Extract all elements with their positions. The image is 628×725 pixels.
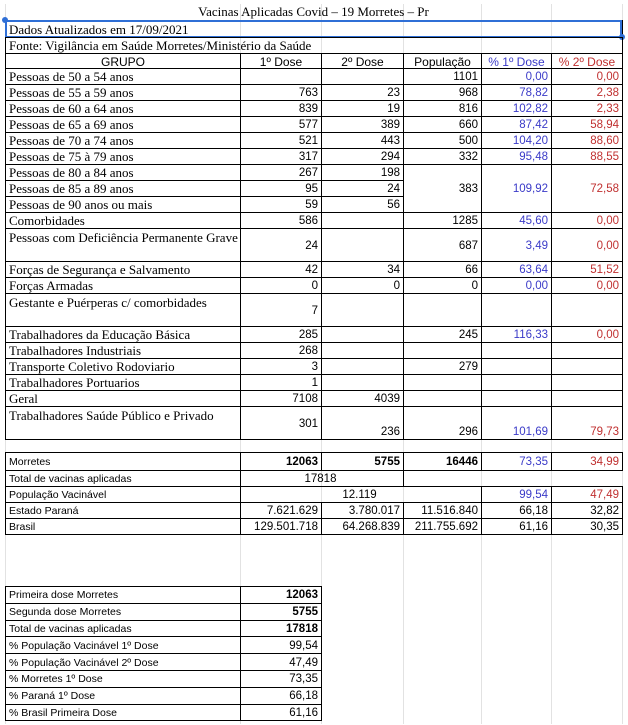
- row-cell-col5[interactable]: 0,00: [551, 326, 623, 343]
- summary-value[interactable]: 61,16: [240, 704, 322, 722]
- row-cell-col2[interactable]: 19: [321, 100, 404, 117]
- summary-label[interactable]: Primeira dose Morretes: [5, 586, 241, 604]
- total-vacinas-label[interactable]: Total de vacinas aplicadas: [5, 470, 241, 487]
- row-cell-col5[interactable]: 88,55: [551, 148, 623, 165]
- row-cell-col1[interactable]: 3: [240, 358, 322, 375]
- parana-col5[interactable]: 32,82: [551, 502, 623, 519]
- totals-morretes-col3[interactable]: 16446: [403, 452, 482, 471]
- summary-value[interactable]: 73,35: [240, 670, 322, 688]
- row-group-label[interactable]: Pessoas de 50 a 54 anos: [5, 68, 241, 85]
- row-cell-col2[interactable]: 34: [321, 261, 404, 278]
- row-group-label[interactable]: Pessoas de 60 a 64 anos: [5, 100, 241, 117]
- row-cell-col1[interactable]: 7108: [240, 390, 322, 407]
- row-group-label[interactable]: Pessoas de 90 anos ou mais: [5, 196, 241, 213]
- row-cell-col3[interactable]: 500: [403, 132, 482, 149]
- totals-morretes-col2[interactable]: 5755: [321, 452, 404, 471]
- row-cell-col4[interactable]: 101,69: [481, 406, 552, 440]
- pop-vacinavel-value[interactable]: 12.119: [240, 486, 482, 503]
- row-group-label[interactable]: Trabalhadores Portuarios: [5, 374, 241, 391]
- row-cell-col5[interactable]: [551, 374, 623, 391]
- row-cell-col2[interactable]: 4039: [321, 390, 404, 407]
- row-group-label[interactable]: Geral: [5, 390, 241, 407]
- pop-vacinavel-pct1[interactable]: 99,54: [481, 486, 552, 503]
- totals-morretes-label[interactable]: Morretes: [5, 452, 241, 471]
- row-group-label[interactable]: Pessoas de 65 a 69 anos: [5, 116, 241, 133]
- row-cell-col4[interactable]: 45,60: [481, 212, 552, 229]
- merged-populacao-80-89[interactable]: 383: [403, 164, 482, 213]
- row-cell-col5[interactable]: 0,00: [551, 228, 623, 262]
- row-cell-col3[interactable]: 816: [403, 100, 482, 117]
- row-cell-col5[interactable]: 2,38: [551, 84, 623, 101]
- brasil-col1[interactable]: 129.501.718: [240, 518, 322, 535]
- totals-morretes-pct2[interactable]: 34,99: [551, 452, 623, 471]
- row-cell-col3[interactable]: 279: [403, 358, 482, 375]
- row-cell-col4[interactable]: [481, 358, 552, 375]
- sheet-title[interactable]: Vacinas Aplicadas Covid – 19 Morretes – Pr: [198, 4, 429, 19]
- row-group-label[interactable]: Pessoas de 70 a 74 anos: [5, 132, 241, 149]
- summary-label[interactable]: Total de vacinas aplicadas: [5, 620, 241, 638]
- row-cell-col2[interactable]: [321, 228, 404, 262]
- summary-value[interactable]: 66,18: [240, 687, 322, 705]
- row-cell-col2[interactable]: 24: [321, 180, 404, 197]
- row-cell-col1[interactable]: [240, 68, 322, 85]
- row-cell-col2[interactable]: 56: [321, 196, 404, 213]
- header-pct-dose1[interactable]: % 1º Dose: [481, 53, 552, 69]
- row-group-label[interactable]: Comorbidades: [5, 212, 241, 229]
- row-cell-col5[interactable]: 0,00: [551, 212, 623, 229]
- summary-label[interactable]: % Morretes 1º Dose: [5, 670, 241, 688]
- totals-morretes-col1[interactable]: 12063: [240, 452, 322, 471]
- summary-value[interactable]: 47,49: [240, 653, 322, 671]
- row-cell-col3[interactable]: [403, 374, 482, 391]
- row-cell-col2[interactable]: 443: [321, 132, 404, 149]
- row-cell-col5[interactable]: 79,73: [551, 406, 623, 440]
- updated-date-cell[interactable]: Dados Atualizados em 17/09/2021: [5, 20, 623, 38]
- row-group-label[interactable]: Transporte Coletivo Rodoviario: [5, 358, 241, 375]
- row-cell-col4[interactable]: 104,20: [481, 132, 552, 149]
- summary-value[interactable]: 5755: [240, 603, 322, 621]
- row-cell-col4[interactable]: 63,64: [481, 261, 552, 278]
- row-cell-col4[interactable]: 0,00: [481, 68, 552, 85]
- total-vacinas-value[interactable]: 17818: [240, 470, 404, 487]
- row-cell-col5[interactable]: [551, 390, 623, 407]
- summary-label[interactable]: % Paraná 1º Dose: [5, 687, 241, 705]
- row-cell-col4[interactable]: 78,82: [481, 84, 552, 101]
- row-group-label[interactable]: Trabalhadores da Educação Básica: [5, 326, 241, 343]
- row-cell-col1[interactable]: 521: [240, 132, 322, 149]
- parana-label[interactable]: Estado Paraná: [5, 502, 241, 519]
- summary-label[interactable]: % Brasil Primeira Dose: [5, 704, 241, 722]
- row-cell-col1[interactable]: 95: [240, 180, 322, 197]
- header-dose1[interactable]: 1º Dose: [240, 53, 322, 69]
- row-cell-col4[interactable]: 0,00: [481, 277, 552, 294]
- row-cell-col3[interactable]: 1285: [403, 212, 482, 229]
- row-cell-col2[interactable]: 236: [321, 406, 404, 440]
- row-cell-col3[interactable]: [403, 293, 482, 327]
- row-group-label[interactable]: Pessoas de 55 a 59 anos: [5, 84, 241, 101]
- row-cell-col2[interactable]: [321, 374, 404, 391]
- row-cell-col5[interactable]: 0,00: [551, 68, 623, 85]
- row-cell-col2[interactable]: [321, 358, 404, 375]
- brasil-col5[interactable]: 30,35: [551, 518, 623, 535]
- row-cell-col5[interactable]: 0,00: [551, 277, 623, 294]
- row-group-label[interactable]: Trabalhadores Saúde Público e Privado: [5, 406, 241, 440]
- header-dose2[interactable]: 2º Dose: [321, 53, 404, 69]
- row-cell-col1[interactable]: 268: [240, 342, 322, 359]
- header-populacao[interactable]: População: [403, 53, 482, 69]
- row-group-label[interactable]: Forças Armadas: [5, 277, 241, 294]
- summary-label[interactable]: Segunda dose Morretes: [5, 603, 241, 621]
- row-cell-col3[interactable]: 245: [403, 326, 482, 343]
- row-group-label[interactable]: Pessoas de 85 a 89 anos: [5, 180, 241, 197]
- row-cell-col3[interactable]: 296: [403, 406, 482, 440]
- row-cell-col2[interactable]: [321, 212, 404, 229]
- row-cell-col4[interactable]: [481, 342, 552, 359]
- row-cell-col5[interactable]: 51,52: [551, 261, 623, 278]
- row-cell-col4[interactable]: 102,82: [481, 100, 552, 117]
- row-cell-col3[interactable]: 0: [403, 277, 482, 294]
- row-cell-col4[interactable]: [481, 293, 552, 327]
- row-cell-col3[interactable]: [403, 342, 482, 359]
- row-cell-col5[interactable]: [551, 293, 623, 327]
- row-group-label[interactable]: Pessoas com Deficiência Permanente Grave: [5, 228, 241, 262]
- row-cell-col4[interactable]: [481, 374, 552, 391]
- row-cell-col1[interactable]: 763: [240, 84, 322, 101]
- pop-vacinavel-pct2[interactable]: 47,49: [551, 486, 623, 503]
- row-cell-col3[interactable]: 660: [403, 116, 482, 133]
- row-cell-col1[interactable]: 301: [240, 406, 322, 440]
- row-cell-col5[interactable]: [551, 358, 623, 375]
- row-cell-col3[interactable]: 687: [403, 228, 482, 262]
- source-cell[interactable]: Fonte: Vigilância em Saúde Morretes/Ministério da Saúde: [5, 37, 623, 54]
- summary-value[interactable]: 17818: [240, 620, 322, 638]
- row-cell-col1[interactable]: 839: [240, 100, 322, 117]
- row-cell-col4[interactable]: 87,42: [481, 116, 552, 133]
- summary-label[interactable]: % População Vacinável 1º Dose: [5, 636, 241, 654]
- summary-label[interactable]: % População Vacinável 2º Dose: [5, 653, 241, 671]
- row-cell-col5[interactable]: [551, 342, 623, 359]
- brasil-col3[interactable]: 211.755.692: [403, 518, 482, 535]
- row-cell-col5[interactable]: 88,60: [551, 132, 623, 149]
- row-cell-col5[interactable]: 58,94: [551, 116, 623, 133]
- brasil-col4[interactable]: 61,16: [481, 518, 552, 535]
- summary-value[interactable]: 12063: [240, 586, 322, 604]
- row-cell-col1[interactable]: 1: [240, 374, 322, 391]
- row-cell-col4[interactable]: 3,49: [481, 228, 552, 262]
- row-cell-col4[interactable]: [481, 390, 552, 407]
- parana-col2[interactable]: 3.780.017: [321, 502, 404, 519]
- row-cell-col1[interactable]: 285: [240, 326, 322, 343]
- pop-vacinavel-label[interactable]: População Vacinável: [5, 486, 241, 503]
- row-cell-col1[interactable]: 317: [240, 148, 322, 165]
- row-cell-col2[interactable]: 294: [321, 148, 404, 165]
- row-cell-col2[interactable]: [321, 326, 404, 343]
- row-cell-col4[interactable]: 116,33: [481, 326, 552, 343]
- row-cell-col2[interactable]: 0: [321, 277, 404, 294]
- selection-handle-top-left[interactable]: [2, 17, 8, 23]
- row-cell-col3[interactable]: [403, 390, 482, 407]
- row-cell-col3[interactable]: 1101: [403, 68, 482, 85]
- row-cell-col2[interactable]: [321, 293, 404, 327]
- summary-value[interactable]: 99,54: [240, 636, 322, 654]
- parana-col4[interactable]: 66,18: [481, 502, 552, 519]
- selection-outline: [5, 20, 622, 38]
- row-group-label[interactable]: Gestante e Puérperas c/ comorbidades: [5, 293, 241, 327]
- row-cell-col1[interactable]: 7: [240, 293, 322, 327]
- row-cell-col3[interactable]: 332: [403, 148, 482, 165]
- row-cell-col1[interactable]: 267: [240, 164, 322, 181]
- row-cell-col2[interactable]: [321, 342, 404, 359]
- row-group-label[interactable]: Trabalhadores Industriais: [5, 342, 241, 359]
- header-grupo[interactable]: GRUPO: [5, 53, 241, 69]
- row-cell-col3[interactable]: 66: [403, 261, 482, 278]
- row-cell-col1[interactable]: 24: [240, 228, 322, 262]
- row-cell-col2[interactable]: 23: [321, 84, 404, 101]
- row-cell-col3[interactable]: 968: [403, 84, 482, 101]
- row-cell-col2[interactable]: 389: [321, 116, 404, 133]
- merged-pct-dose2-80-89[interactable]: 72,58: [551, 164, 623, 213]
- row-cell-col1[interactable]: 0: [240, 277, 322, 294]
- row-cell-col5[interactable]: 2,33: [551, 100, 623, 117]
- row-cell-col4[interactable]: 95,48: [481, 148, 552, 165]
- row-cell-col1[interactable]: 59: [240, 196, 322, 213]
- row-group-label[interactable]: Pessoas de 80 a 84 anos: [5, 164, 241, 181]
- row-cell-col1[interactable]: 42: [240, 261, 322, 278]
- parana-col3[interactable]: 11.516.840: [403, 502, 482, 519]
- parana-col1[interactable]: 7.621.629: [240, 502, 322, 519]
- row-cell-col2[interactable]: [321, 68, 404, 85]
- row-cell-col1[interactable]: 586: [240, 212, 322, 229]
- brasil-col2[interactable]: 64.268.839: [321, 518, 404, 535]
- totals-morretes-pct1[interactable]: 73,35: [481, 452, 552, 471]
- row-cell-col2[interactable]: 198: [321, 164, 404, 181]
- row-cell-col1[interactable]: 577: [240, 116, 322, 133]
- row-group-label[interactable]: Pessoas de 75 à 79 anos: [5, 148, 241, 165]
- header-pct-dose2[interactable]: % 2º Dose: [551, 53, 623, 69]
- merged-pct-dose1-80-89[interactable]: 109,92: [481, 164, 552, 213]
- brasil-label[interactable]: Brasil: [5, 518, 241, 535]
- row-group-label[interactable]: Forças de Segurança e Salvamento: [5, 261, 241, 278]
